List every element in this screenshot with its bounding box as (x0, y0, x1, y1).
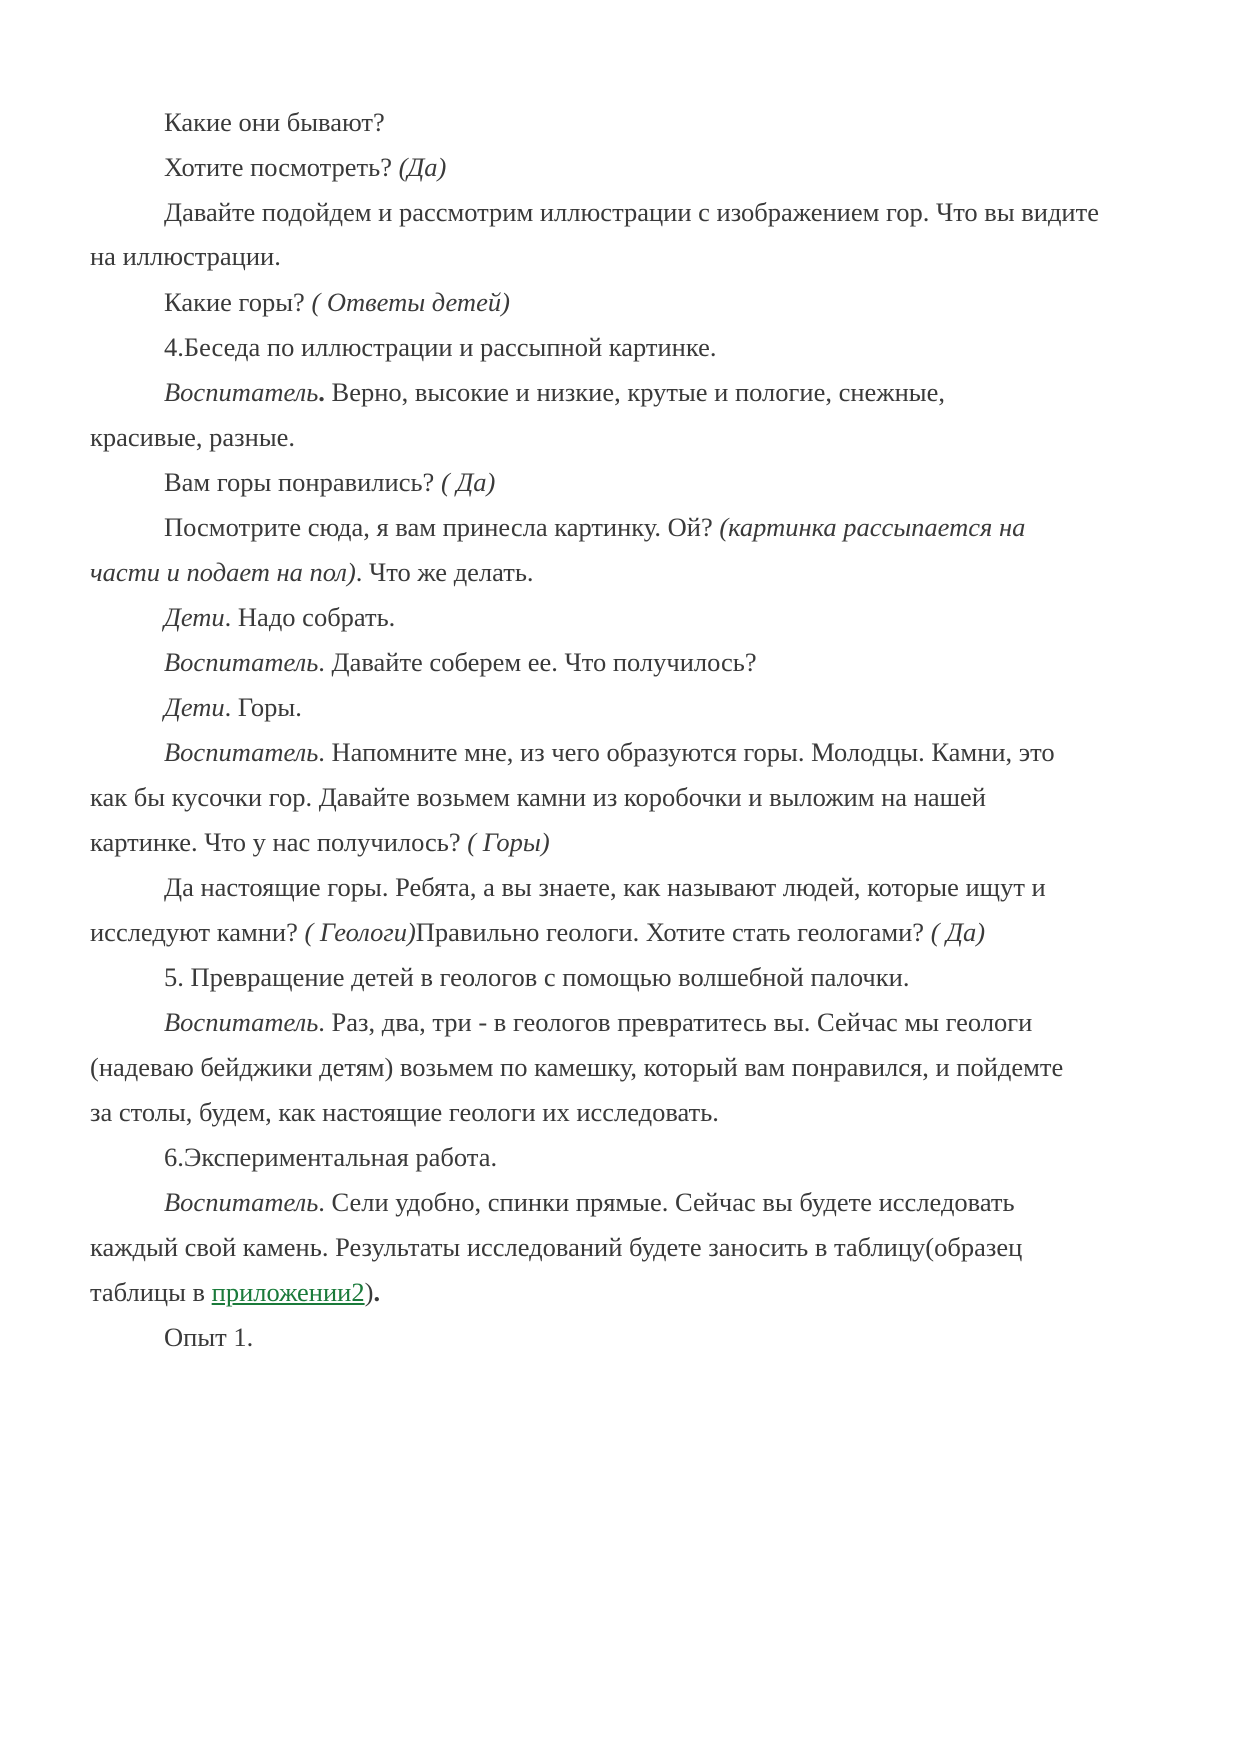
paragraph-line (90, 782, 986, 812)
paragraph-text: Давайте подойдем и рассмотрим иллюстрации с изображением гор. Что вы видите (164, 197, 1099, 227)
answer-italic: ( Горы) (467, 827, 550, 857)
paragraph-text: на иллюстрации. (90, 241, 281, 271)
paragraph-line (164, 692, 302, 722)
paragraph-text: Хотите посмотреть? (164, 152, 399, 182)
paragraph-text: красивые, разные. (90, 422, 296, 452)
paragraph-text: картинке. Что у нас получилось? (90, 827, 468, 857)
paragraph-text: (надеваю бейджики детям) возьмем по камешку, который вам понравился, и пойдемте (90, 1052, 1064, 1082)
paragraph-text: . Что же делать. (355, 557, 534, 587)
appendix-link[interactable]: приложении2 (211, 1277, 365, 1307)
paragraph-text: Да настоящие горы. Ребята, а вы знаете, как называют людей, которые ищут и (164, 872, 1046, 902)
stage-direction: части и подает на пол) (90, 557, 356, 587)
paragraph-line (164, 1142, 497, 1172)
closing-dot: . (373, 1277, 381, 1307)
paragraph-text: Какие они бывают? (164, 107, 385, 137)
paragraph-line (164, 287, 510, 317)
paragraph-line (90, 1232, 1022, 1262)
paragraph-text: . Раз, два, три - в геологов превратитесь вы. Сейчас мы геологи (318, 1007, 1033, 1037)
paragraph-line (90, 917, 985, 947)
paragraph-text: исследуют камни? (90, 917, 305, 947)
speaker-label: Дети (164, 692, 225, 722)
paragraph-text: . Напомните мне, из чего образуются горы. Молодцы. Камни, это (318, 737, 1055, 767)
speaker-label: Дети (164, 602, 225, 632)
paragraph-text: . Давайте соберем ее. Что получилось? (318, 647, 757, 677)
paragraph-line (164, 1187, 1015, 1217)
paragraph-text: Вам горы понравились? (164, 467, 441, 497)
paragraph-line (164, 1322, 253, 1352)
paragraph-line (164, 737, 1055, 767)
answer-italic: ( Геологи) (304, 917, 416, 947)
stage-direction: (картинка рассыпается на (719, 512, 1026, 542)
paragraph-line (164, 152, 446, 182)
paragraph-line (90, 1097, 719, 1127)
paragraph-line (164, 197, 1099, 227)
paragraph-line (164, 107, 385, 137)
paragraph-line (90, 557, 534, 587)
speaker-label: Воспитатель (164, 1007, 319, 1037)
speaker-label: Воспитатель (164, 737, 319, 767)
speaker-label: Воспитатель (164, 1187, 319, 1217)
paragraph-line (164, 332, 716, 362)
paragraph-line (164, 1007, 1032, 1037)
paragraph-line (90, 422, 295, 452)
section-heading: Опыт 1. (164, 1322, 254, 1352)
speaker-dot: . (318, 377, 325, 407)
paragraph-line (164, 467, 495, 497)
paragraph-text: как бы кусочки гор. Давайте возьмем камни из коробочки и выложим на нашей (90, 782, 986, 812)
section-heading: 4.Беседа по иллюстрации и рассыпной картинке. (164, 332, 717, 362)
paragraph-text: Верно, высокие и низкие, крутые и пологие, снежные, (324, 377, 945, 407)
paragraph-text: таблицы в (90, 1277, 212, 1307)
paragraph-text: . Горы. (224, 692, 302, 722)
paragraph-text: Какие горы? (164, 287, 312, 317)
section-heading: 5. Превращение детей в геологов с помощью волшебной палочки. (164, 962, 910, 992)
paragraph-line (90, 827, 550, 857)
paragraph-text: каждый свой камень. Результаты исследований будете заносить в таблицу(образец (90, 1232, 1023, 1262)
paragraph-text: ) (364, 1277, 374, 1307)
paragraph-line (164, 872, 1046, 902)
paragraph-text: Посмотрите сюда, я вам принесла картинку. Ой? (164, 512, 720, 542)
paragraph-text: . Сели удобно, спинки прямые. Сейчас вы будете исследовать (318, 1187, 1015, 1217)
paragraph-text: Правильно геологи. Хотите стать геологами? (415, 917, 931, 947)
paragraph-line (90, 1052, 1063, 1082)
paragraph-line (90, 1277, 380, 1307)
speaker-label: Воспитатель (164, 647, 319, 677)
paragraph-line (164, 512, 1025, 542)
paragraph-line (164, 647, 757, 677)
answer-italic: ( Да) (440, 467, 496, 497)
answer-italic: ( Да) (930, 917, 986, 947)
speaker-label: Воспитатель (164, 377, 319, 407)
answer-italic: (Да) (398, 152, 447, 182)
paragraph-line (164, 962, 909, 992)
section-heading: 6.Экспериментальная работа. (164, 1142, 498, 1172)
paragraph-line (90, 241, 281, 271)
paragraph-text: . Надо собрать. (224, 602, 396, 632)
paragraph-line (164, 377, 945, 407)
answer-italic: ( Ответы детей) (311, 287, 510, 317)
paragraph-text: за столы, будем, как настоящие геологи их исследовать. (90, 1097, 719, 1127)
paragraph-line (164, 602, 395, 632)
